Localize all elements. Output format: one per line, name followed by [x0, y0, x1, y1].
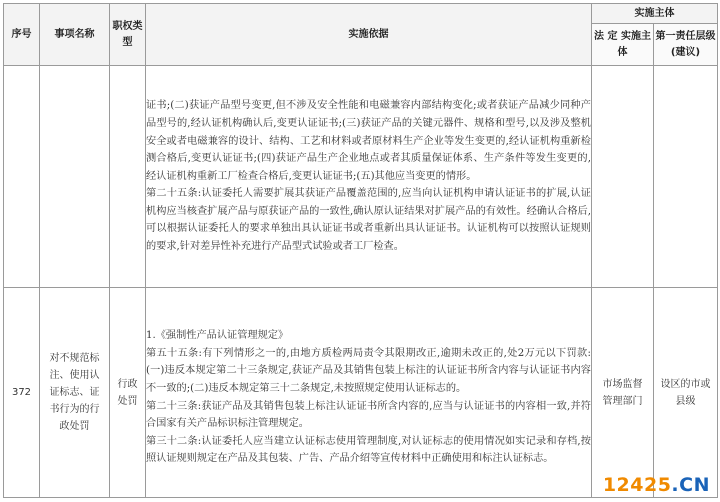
row2-basis: [146, 288, 592, 498]
basis-paragraph: 第三十二条:认证委托人应当建立认证标志使用管理制度,对认证标志的使用情况如实记录和存档,按照认证规则规定在产品及其包装、广告、产品介绍等宣传材料中正确使用和标注认证标志。: [146, 435, 591, 465]
row1-legal-subject: [592, 66, 654, 288]
row2-seq: 372: [4, 288, 40, 498]
row1-item-name: [40, 66, 110, 288]
basis-paragraph: 第五十五条:有下列情形之一的,由地方质检两局责令其限期改正,逾期未改正的,处2万元以下罚款:(一)违反本规定第二十三条规定,获证产品及其销售包装上标注的认证证书所含内容与认证证书内容不一致的;(二)违反本规定第三十二条规定,未按照规定使用认证标志的。: [146, 347, 591, 394]
row2-power-type: 行政处罚: [110, 288, 146, 498]
basis-paragraph: 第二十五条:认证委托人需要扩展其获证产品覆盖范围的,应当向认证机构申请认证证书的扩展,认证机构应当核查扩展产品与原获证产品的一致性,确认原认证结果对扩展产品的有效性。经确认合格后,可以根据认证委托人的要求单独出具认证证书或者重新出具认证证书。认证机构可以按照认证规则的要求,针对差异性补充进行产品型式试验或者工厂检查。: [146, 188, 591, 253]
row2-item-name: 对不规范标注、使用认证标志、证书行为的行政处罚: [40, 288, 110, 498]
row2-legal-subject: 市场监督管理部门: [592, 288, 654, 498]
watermark-domain: .CN: [671, 474, 710, 496]
header-basis: 实施依据: [146, 4, 592, 66]
header-power-type: 职权类型: [110, 4, 146, 66]
row2-first-level: 设区的市或县级: [654, 288, 718, 498]
row1-basis: [146, 66, 592, 288]
header-subject: 实施主体: [592, 4, 718, 24]
header-first-level: 第一责任层级(建议): [654, 24, 718, 66]
header-seq: 序号: [4, 4, 40, 66]
watermark-number: 12425: [602, 474, 672, 496]
row1-first-level: [654, 66, 718, 288]
table-row: [4, 288, 718, 498]
header-legal-subject: 法 定 实施主体: [592, 24, 654, 66]
site-watermark: [603, 474, 710, 496]
row1-seq: [4, 66, 40, 288]
authority-table: [3, 3, 718, 498]
basis-paragraph: 第二十三条:获证产品及其销售包装上标注认证证书所含内容的,应当与认证证书的内容相一致,并符合国家有关产品标识标注管理规定。: [146, 400, 591, 430]
table-row: [4, 66, 718, 288]
basis-paragraph: 证书;(二)获证产品型号变更,但不涉及安全性能和电磁兼容内部结构变化;或者获证产品减少同种产品型号的,经认证机构确认后,变更认证证书;(三)获证产品的关键元器件、规格和型号,以及涉及整机安全或者电磁兼容的设计、结构、工艺和材料或者原材料生产企业等发生变更的,经认证机构重新检测合格后,变更认证证书;(四)获证产品生产企业地点或者其质量保证体系、生产条件等发生变更的,经认证机构重新工厂检查合格后,变更认证证书;(五)其他应当变更的情形。: [146, 100, 591, 182]
basis-paragraph: 1.《强制性产品认证管理规定》: [146, 330, 289, 342]
header-item-name: 事项名称: [40, 4, 110, 66]
row1-power-type: [110, 66, 146, 288]
